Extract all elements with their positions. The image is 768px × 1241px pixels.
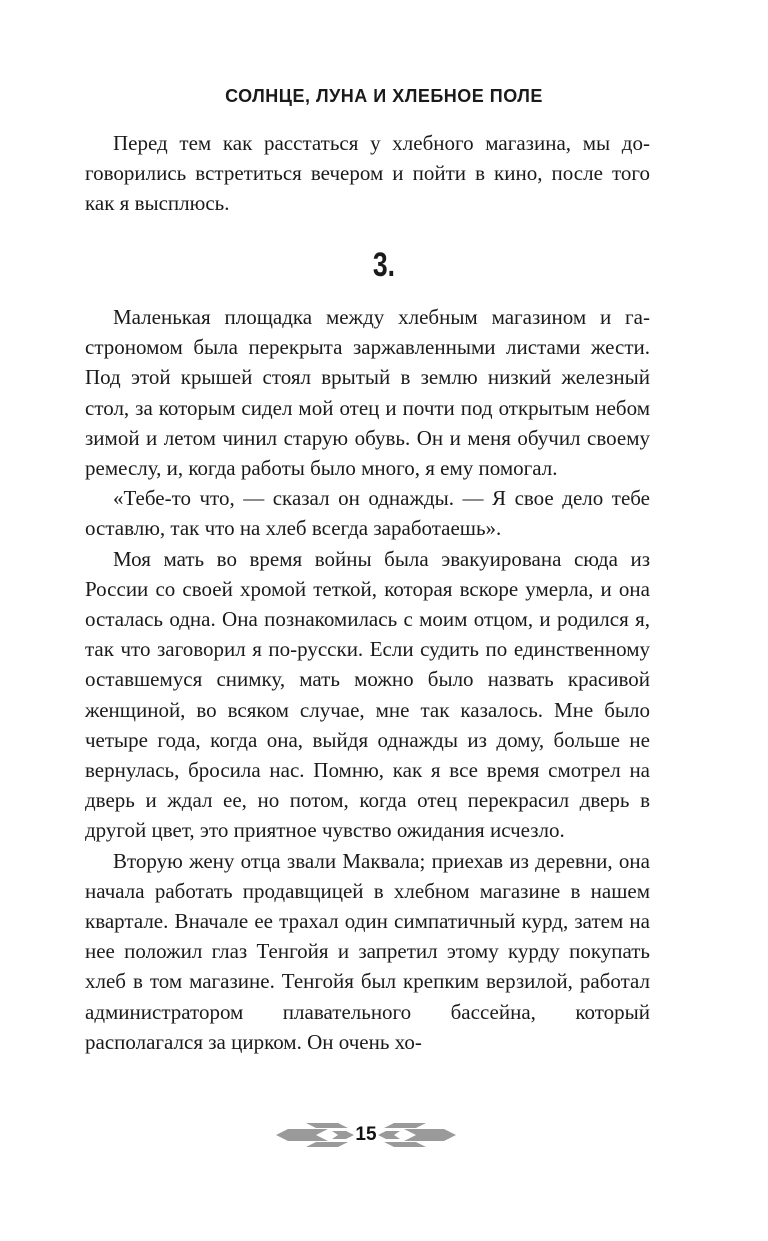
chapter-body: [85, 302, 650, 1057]
paragraph: Перед тем как расстаться у хлебного магазина, мы договорились встретиться вечером и пойти в кино, после того как я высплюсь.: [85, 131, 650, 216]
paragraph: Маленькая площадка между хлебным магазином и гастрономом была перекрыта заржавленными листами жести. Под этой крышей стоял врытый в землю низкий железный стол, за которым сидел мой отец и почти под открытым небом зимой и летом чинил старую обувь. Он и меня обучил своему ремеслу, и, когда работы было много, я ему помогал.: [85, 305, 650, 481]
running-head: СОЛНЦЕ, ЛУНА И ХЛЕБНОЕ ПОЛЕ: [225, 86, 543, 106]
paragraph: Вторую жену отца звали Маквала; приехав из деревни, она начала работать продавщицей в хлебном магазине в нашем квартале. Вначале ее трахал один симпатичный курд, затем на нее положил глаз Тенгойя и запретил этому курду покупать хлеб в том магазине. Тенгойя был крепким верзилой, работал администратором плавательного бассейна, который располагался за цирком. Он очень хо-: [85, 848, 650, 1054]
paragraph: «Тебе-то что, — сказал он однажды. — Я свое дело тебе оставлю, так что на хлеб всегда заработаешь».: [85, 486, 650, 541]
paragraph: Моя мать во время войны была эвакуирована сюда из России со своей хромой теткой, которая вскоре умерла, и она осталась одна. Она познакомилась с моим отцом, и родился я, так что заговорил я по-русски. Если судить по единственному оставшемуся снимку, мать можно было назвать красивой женщиной, во всяком случае, мне так казалось. Мне было четыре года, когда она, выйдя однажды из дому, больше не вернулась, бросила нас. Помню, как я все время смотрел на дверь и ждал ее, но потом, когда отец перекрасил дверь в другой цвет, это приятное чувство ожидания исчезло.: [85, 546, 650, 843]
intro-text: [85, 128, 650, 219]
page-footer: [276, 1122, 456, 1148]
chapter-number: 3.: [372, 246, 396, 284]
page-number: 15: [355, 1124, 377, 1145]
